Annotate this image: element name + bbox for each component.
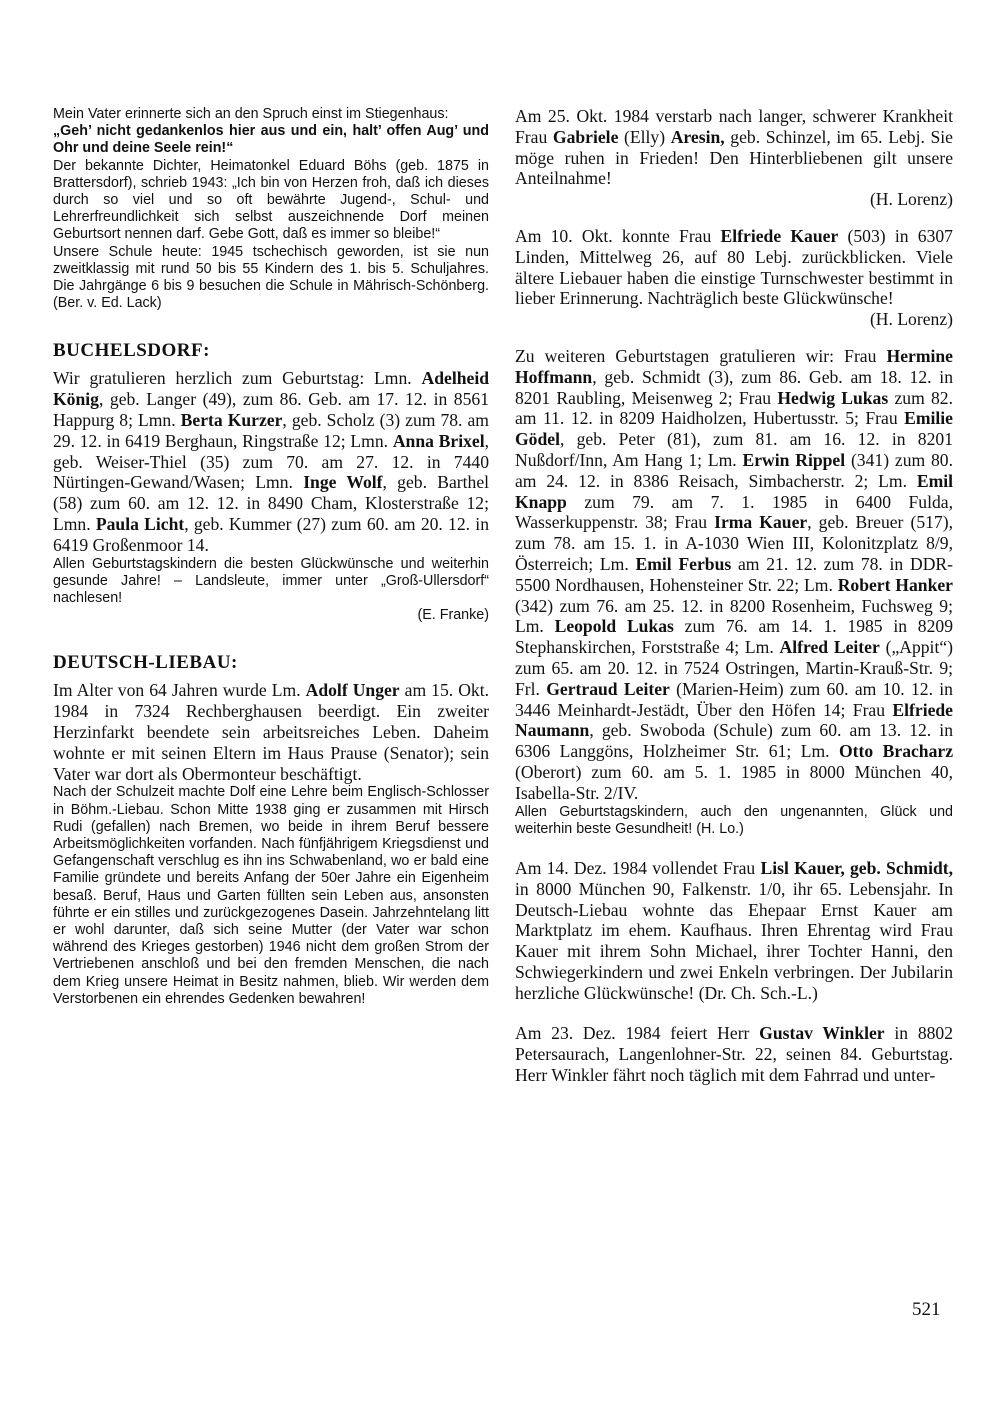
aresin-obituary: Am 25. Okt. 1984 verstarb nach langer, schwerer Krankheit Frau Gabriele (Elly) Aresin, geb. Schinzel, im 65. Lebj. Sie möge ruhen in Frieden! Den Hinterbliebenen gilt unsere Anteilnahme! bbox=[515, 106, 953, 189]
person-name: Hermine Hoffmann bbox=[515, 345, 953, 387]
person-name: Anna Brixel bbox=[392, 430, 485, 451]
right-column bbox=[515, 106, 953, 1086]
person-name: Emilie Gödel bbox=[515, 408, 953, 450]
unger-biography: Nach der Schulzeit machte Dolf eine Lehre beim Englisch-Schlosser in Böhm.-Liebau. Schon Mitte 1938 ging er zusammen mit Hirsch Rudi (gefallen) nach Bremen, wo beide in ihrem Beruf bessere Arbeitsmöglichkeiten vorfanden. Nach fünfjährigem Kriegsdienst und Gefangenschaft verschlug es ihn ins Schwabenland, wo er bald eine Familie gründete und bereits Anfang der 50er Jahre ein Eigenheim besaß. Beruf, Haus und Garten füllten sein Leben aus, ansonsten führte er ein stilles und zurückgezogenes Dasein. Jahrzehntelang litt er wohl darunter, daß sich seine Mutter (der Vater war schon während des Krieges gestorben) 1946 nicht dem großen Strom der Vertriebenen anschloß und bei den fremden Menschen, die nach dem Krieg unsere Heimat in Besitz nahmen, blieb. Wir werden dem Verstorbenen ein ehrendes Gedenken bewahren! bbox=[53, 784, 489, 1007]
motto: „Geh’ nicht gedankenlos hier aus und ein, halt’ offen Aug’ und Ohr und deine Seele rein!“ bbox=[53, 123, 489, 157]
person-name: Emil Knapp bbox=[515, 470, 953, 512]
signature: (H. Lorenz) bbox=[869, 309, 953, 330]
kauer-birthday: Am 10. Okt. konnte Frau Elfriede Kauer (503) in 6307 Linden, Mittelweg 26, auf 80 Lebj. zurückblicken. Viele ältere Liebauer haben die einstige Turnschwester bestimmt in lieber Erinnerung. Nachträglich beste Glückwünsche! bbox=[515, 225, 953, 309]
birthday-wishes: Allen Geburtstagskindern, auch den ungenannten, Glück und weiterhin beste Gesundheit! (H. Lo.) bbox=[515, 803, 953, 837]
person-name: Otto Bracharz bbox=[839, 741, 953, 762]
person-name: Berta Kurzer bbox=[180, 410, 283, 431]
person-name: Aresin, bbox=[670, 126, 725, 147]
birthday-list: Zu weiteren Geburtstagen gratulieren wir: Frau Hermine Hoffmann, geb. Schmidt (3), zum 86. Geb. am 18. 12. in 8201 Raubling, Meisenweg 2; Frau Hedwig Lukas zum 82. am 11. 12. in 8209 Haidholzen, Hubertusstr. 5; Frau Emilie Gödel, geb. Peter (81), zum 81. am 16. 12. in 8201 Nußdorf/Inn, Am Hang 1; Lm. Erwin Rippel (341) zum 80. am 24. 12. in 8386 Reisach, Simbacherstr. 2; Lm. Emil Knapp zum 79. am 7. 1. 1985 in 6400 Fulda, Wasserkuppenstr. 38; Frau Irma Kauer, geb. Breuer (517), zum 78. am 15. 1. in A-1030 Wien III, Kolonitzplatz 8/9, Österreich; Lm. Emil Ferbus am 21. 12. zum 78. in DDR-5500 Nordhausen, Hohensteiner Str. 22; Lm. Robert Hanker (342) zum 76. am 25. 12. in 8200 Rosenheim, Fuchsweg 9; Lm. Leopold Lukas zum 76. am 14. 1. 1985 in 8209 Stephanskirchen, Forststraße 4; Lm. Alfred Leiter („Appit“) zum 65. am 20. 12. in 7524 Ostringen, Martin-Krauß-Str. 9; Frl. Gertraud Leiter (Marien-Heim) zum 60. am 10. 12. in 3446 Meinhardt-Jestädt, Über den Höfen 14; Frau Elfriede Naumann, geb. Swoboda (Schule) zum 60. am 13. 12. in 6306 Langgöns, Holzheimer Str. 61; Lm. Otto Bracharz (Oberort) zum 60. am 5. 1. 1985 in 8000 München 40, Isabella-Str. 2/IV. bbox=[515, 345, 953, 803]
person-name: Gustav Winkler bbox=[759, 1023, 885, 1044]
person-name: Adolf Unger bbox=[305, 680, 400, 701]
buchelsdorf-birthdays: Wir gratulieren herzlich zum Geburtstag: Lmn. Adelheid König, geb. Langer (49), zum 86. Geb. am 17. 12. in 8561 Happurg 8; Lmn. Berta Kurzer, geb. Scholz (3) zum 78. am 29. 12. in 6419 Berghaun, Ringstraße 12; Lmn. Anna Brixel, geb. Weiser-Thiel (35) zum 70. am 27. 12. in 7440 Nürtingen-Gewand/Wasen; Lmn. Inge Wolf, geb. Barthel (58) zum 60. am 12. 12. in 8490 Cham, Klosterstraße 12; Lmn. Paula Licht, geb. Kummer (27) zum 60. am 20. 12. in 6419 Großenmoor 14. bbox=[53, 368, 490, 555]
buchelsdorf-wishes: Allen Geburtstagskindern die besten Glückwünsche und weiterhin gesunde Jahre! – Landsleute, immer unter „Groß-Ullersdorf“ nachlesen! bbox=[53, 555, 489, 607]
intro-text: Mein Vater erinnerte sich an den Spruch einst im Stiegenhaus: bbox=[53, 106, 449, 122]
signature: (H. Lo.) bbox=[696, 820, 744, 837]
person-name: Irma Kauer bbox=[714, 512, 808, 533]
person-name: Alfred Leiter bbox=[779, 637, 880, 658]
motto-text bbox=[53, 123, 489, 157]
person-name: Lisl Kauer, geb. Schmidt, bbox=[760, 857, 953, 878]
signature: (E. Franke) bbox=[417, 607, 489, 624]
person-name: Erwin Rippel bbox=[742, 449, 846, 470]
person-name: Adelheid König bbox=[53, 368, 489, 410]
unger-obituary: Im Alter von 64 Jahren wurde Lm. Adolf Unger am 15. Okt. 1984 in 7324 Rechberghausen beerdigt. Ein zweiter Herzinfarkt beendete sein arbeitsreiches Leben. Daheim wohnte er mit seinen Eltern im Haus Prause (Senator); sein Vater war dort als Obermonteur beschäftigt. bbox=[53, 680, 489, 784]
person-name: Gabriele bbox=[552, 126, 619, 147]
page-number: 521 bbox=[912, 1299, 941, 1320]
person-name: Hedwig Lukas bbox=[777, 387, 889, 408]
signature: (H. Lorenz) bbox=[869, 189, 953, 210]
lisl-kauer-birthday: Am 14. Dez. 1984 vollendet Frau Lisl Kauer, geb. Schmidt, in 8000 München 90, Falkenstr. 1/0, ihr 65. Lebensjahr. In Deutsch-Liebau wohnte das Ehepaar Ernst Kauer am Marktplatz im ehem. Kaufhaus. Ihren Ehrentag wird Frau Kauer mit ihrem Sohn Michael, ihrer Tochter Hanni, den Schwiegerkindern und zwei Enkeln verbringen. Der Jubilarin herzliche Glückwünsche! (Dr. Ch. Sch.-L.) bbox=[515, 857, 953, 1003]
left-column bbox=[53, 106, 489, 1008]
person-name: Inge Wolf bbox=[303, 472, 383, 493]
boehs-paragraph: Der bekannte Dichter, Heimatonkel Eduard Böhs (geb. 1875 in Brattersdorf), schrieb 1943: „Ich bin von Herzen froh, daß ich dieses durch so viel und so oft bewährte Jugend-, Schul- und Lehrerfreundlichkeit sich selbst auszeichnende Dorf meinen Geburtsort nennen darf. Gebe Gott, daß es immer so bleibe!“ bbox=[53, 157, 489, 243]
buchelsdorf-heading: BUCHELSDORF: bbox=[53, 340, 210, 362]
person-name: Elfriede Kauer bbox=[720, 225, 839, 246]
deutsch-liebau-heading: DEUTSCH-LIEBAU: bbox=[53, 652, 238, 674]
person-name: Paula Licht bbox=[95, 514, 185, 535]
person-name: Robert Hanker bbox=[837, 574, 953, 595]
person-name: Elfriede Naumann bbox=[515, 699, 953, 741]
person-name: Leopold Lukas bbox=[554, 616, 674, 637]
winkler-birthday: Am 23. Dez. 1984 feiert Herr Gustav Winkler in 8802 Petersaurach, Langenlohner-Str. 22, seinen 84. Geburtstag. Herr Winkler fährt noch täglich mit dem Fahrrad und unter- bbox=[515, 1023, 954, 1086]
person-name: Gertraud Leiter bbox=[546, 678, 670, 699]
signature: (Dr. Ch. Sch.-L.) bbox=[698, 982, 818, 1003]
person-name: Emil Ferbus bbox=[635, 553, 732, 574]
schule-paragraph: Unsere Schule heute: 1945 tschechisch geworden, ist sie nun zweitklassig mit rund 50 bis 55 Kindern des 1. bis 5. Schuljahres. Die Jahrgänge 6 bis 9 besuchen die Schule in Mährisch-Schönberg. (Ber. v. Ed. Lack) bbox=[53, 243, 489, 312]
